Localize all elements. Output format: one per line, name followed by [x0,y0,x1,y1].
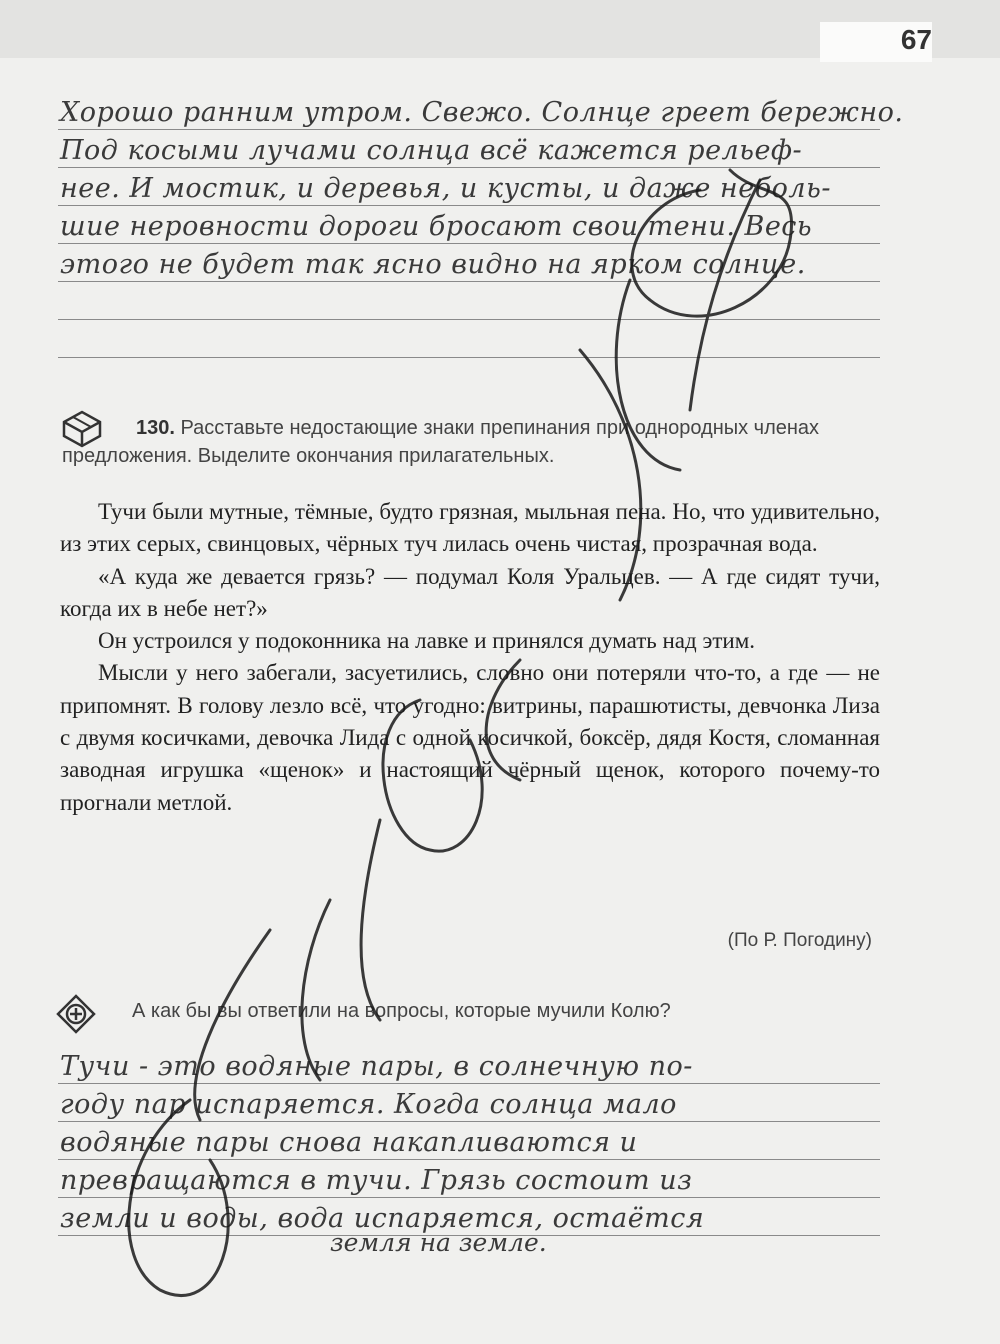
handwritten-line [58,168,880,206]
plus-diamond-icon [56,994,96,1034]
handwritten-text: Хорошо ранним утром. Свежо. Солнце греет бережно. [60,97,904,128]
handwritten-text: Под косыми лучами солнца всё кажется рельеф- [60,135,803,166]
task-number: 130. [136,417,175,439]
handwritten-line [58,244,880,282]
handwritten-text: земли и воды, вода испаряется, остаётся [60,1203,705,1234]
handwritten-line [58,130,880,168]
question-text: А как бы вы ответили на вопросы, которые мучили Колю? [132,1000,671,1022]
source-attribution: (По Р. Погодину) [727,930,872,951]
exercise-paragraph: Он устроился у подоконника на лавке и принялся думать над этим. [98,628,756,654]
handwritten-line [58,1122,880,1160]
exercise-paragraph: «А куда же девается грязь? — подумал Коля Уральцев. — А где сидят тучи, когда их в небе нет?» [60,563,880,621]
task-text: Расставьте недостающие знаки препинания при однородных членах предложения. Выделите окончания прилагательных. [62,417,820,467]
handwritten-line [58,1084,880,1122]
handwritten-answer-bottom [58,1046,880,1236]
handwritten-line [58,92,904,130]
handwritten-text: Тучи - это водяные пары, в солнечную по- [60,1051,693,1082]
handwritten-line [58,206,880,244]
exercise-text [60,496,880,819]
exercise-paragraph: Тучи были мутные, тёмные, будто грязная, мыльная пена. Но, что удивительно, из этих серых, свинцовых, чёрных туч лилась очень чистая, прозрачная вода. [60,499,880,557]
handwritten-line [58,1160,880,1198]
handwritten-text: шие неровности дороги бросают свои тени. Весь [60,211,813,242]
handwritten-text: году пар испаряется. Когда солнца мало [60,1089,677,1120]
blank-line [58,320,880,358]
handwritten-text: этого не будет так ясно видно на ярком солнце. [60,249,806,280]
handwritten-text: нее. И мостик, и деревья, и кусты, и даже неболь- [60,173,831,204]
handwritten-line [58,1046,880,1084]
handwritten-answer-top [58,92,904,358]
task-instruction [62,414,882,470]
handwritten-text: водяные пары снова накапливаются и [60,1127,638,1158]
blank-line [58,282,880,320]
handwritten-text: превращаются в тучи. Грязь состоит из [60,1165,693,1196]
page-number: 67 [900,24,932,55]
exercise-paragraph: Мысли у него забегали, засуетились, словно они потеряли что-то, а где — не припомнят. В голову лезло всё, что угодно: витрины, парашютисты, девчонка Лиза с двумя косичками, девочка Лида с одной косичкой, боксёр, дядя Костя, сломанная заводная игрушка «щенок» и настоящий чёрный щенок, которого почему-то прогнали метлой. [60,660,880,815]
handwritten-final-line: земля на земле. [330,1228,547,1257]
